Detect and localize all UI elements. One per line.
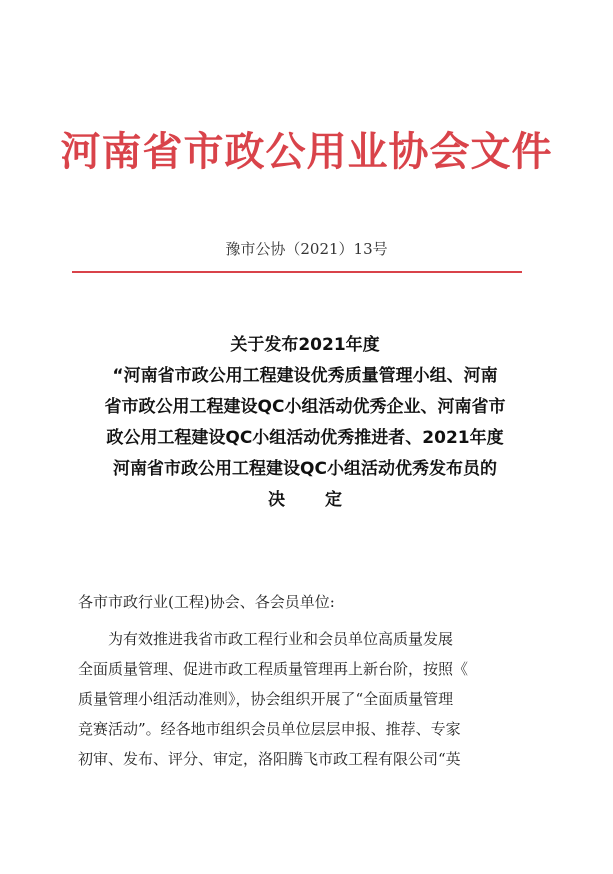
title-line: 政公用工程建设QC小组活动优秀推进者、2021年度 — [106, 428, 504, 448]
title-line: 河南省市政公用工程建设QC小组活动优秀发布员的 — [113, 459, 497, 479]
decision-char: 定 — [325, 490, 342, 510]
decision-title — [70, 330, 540, 516]
title-line: 关于发布2021年度 — [230, 335, 380, 355]
document-header-title: 河南省市政公用业协会文件 — [60, 128, 553, 175]
title-line: “河南省市政公用工程建设优秀质量管理小组、河南 — [112, 366, 498, 386]
body-line: 竞赛活动”。经各地市组织会员单位层层申报、推荐、专家 — [78, 720, 461, 738]
decision-char: 决 — [268, 490, 285, 510]
addressee: 各市市政行业(工程)协会、各会员单位: — [78, 593, 335, 611]
title-line-decision — [70, 485, 540, 516]
body-line: 为有效推进我省市政工程行业和会员单位高质量发展 — [108, 630, 454, 648]
body-line: 全面质量管理、促进市政工程质量管理再上新台阶，按照《 — [78, 660, 469, 678]
body-paragraph — [78, 624, 540, 774]
document-number: 豫市公协（2021）13号 — [225, 240, 388, 258]
body-line: 初审、发布、评分、审定，洛阳腾飞市政工程有限公司“英 — [78, 750, 461, 768]
header-divider — [72, 271, 522, 273]
title-line: 省市政公用工程建设QC小组活动优秀企业、河南省市 — [104, 397, 506, 417]
body-line: 质量管理小组活动准则》，协会组织开展了“全面质量管理 — [78, 690, 454, 708]
